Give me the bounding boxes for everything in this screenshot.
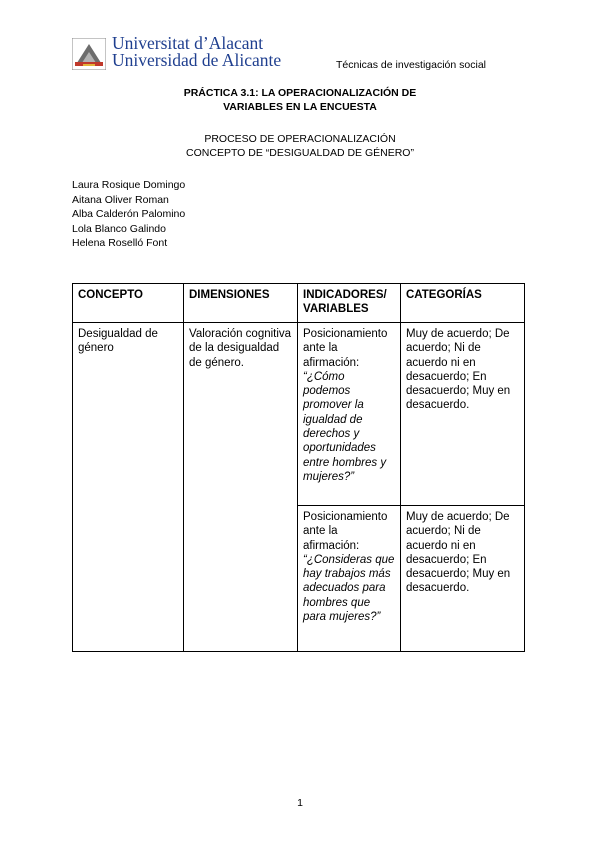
table-row	[73, 506, 525, 652]
author-name: Aitana Oliver Roman	[72, 193, 169, 206]
page-header	[72, 34, 532, 74]
university-logo-icon	[72, 38, 106, 70]
dimension-cell: Valoración cognitiva de la desigualdad de género.	[184, 323, 298, 506]
indicator-intro: Posicionamiento ante la afirmación:	[303, 511, 388, 552]
author-name: Helena Roselló Font	[72, 237, 168, 250]
indicator-question: “¿Consideras que hay trabajos más adecuados para hombres que para mujeres?”	[303, 553, 395, 624]
table-header-row	[73, 284, 525, 323]
concept-subtitle: CONCEPTO DE “DESIGUALDAD DE GÉNERO”	[186, 147, 414, 159]
categories-cell: Muy de acuerdo; De acuerdo; Ni de acuerdo ni en desacuerdo; En desacuerdo; Muy en desacuerdo.	[401, 506, 525, 652]
indicator-question: “¿Cómo podemos promover la igualdad de derechos y oportunidades entre hombres y mujeres?”	[303, 370, 387, 483]
dimension-cell-empty	[184, 506, 298, 652]
indicator-intro: Posicionamiento ante la afirmación:	[303, 328, 388, 369]
concept-cell-empty	[73, 506, 184, 652]
practice-title-line-1: PRÁCTICA 3.1: LA OPERACIONALIZACIÓN DE	[183, 87, 417, 99]
author-list	[72, 178, 185, 251]
table-row	[73, 323, 525, 506]
indicator-cell	[298, 506, 401, 652]
author-name: Alba Calderón Palomino	[72, 208, 186, 221]
header-dimensiones: DIMENSIONES	[184, 284, 298, 323]
process-subtitle: PROCESO DE OPERACIONALIZACIÓN	[204, 133, 396, 145]
header-indicadores: INDICADORES/ VARIABLES	[298, 284, 401, 323]
page-number: 1	[297, 797, 303, 809]
header-categorias: CATEGORÍAS	[401, 284, 525, 323]
university-name-valencian: Universitat d’Alacant	[112, 33, 264, 53]
concept-cell: Desigualdad de género	[73, 323, 184, 506]
practice-title-line-2: VARIABLES EN LA ENCUESTA	[223, 101, 377, 113]
course-name: Técnicas de investigación social	[336, 59, 486, 71]
university-name	[112, 35, 281, 69]
categories-cell: Muy de acuerdo; De acuerdo; Ni de acuerdo ni en desacuerdo; En desacuerdo; Muy en desacuerdo.	[401, 323, 525, 506]
indicator-cell	[298, 323, 401, 506]
author-name: Laura Rosique Domingo	[72, 179, 186, 191]
author-name: Lola Blanco Galindo	[72, 222, 166, 235]
operationalization-table	[72, 283, 525, 652]
header-concepto: CONCEPTO	[73, 284, 184, 323]
university-name-spanish: Universidad de Alicante	[112, 50, 282, 70]
